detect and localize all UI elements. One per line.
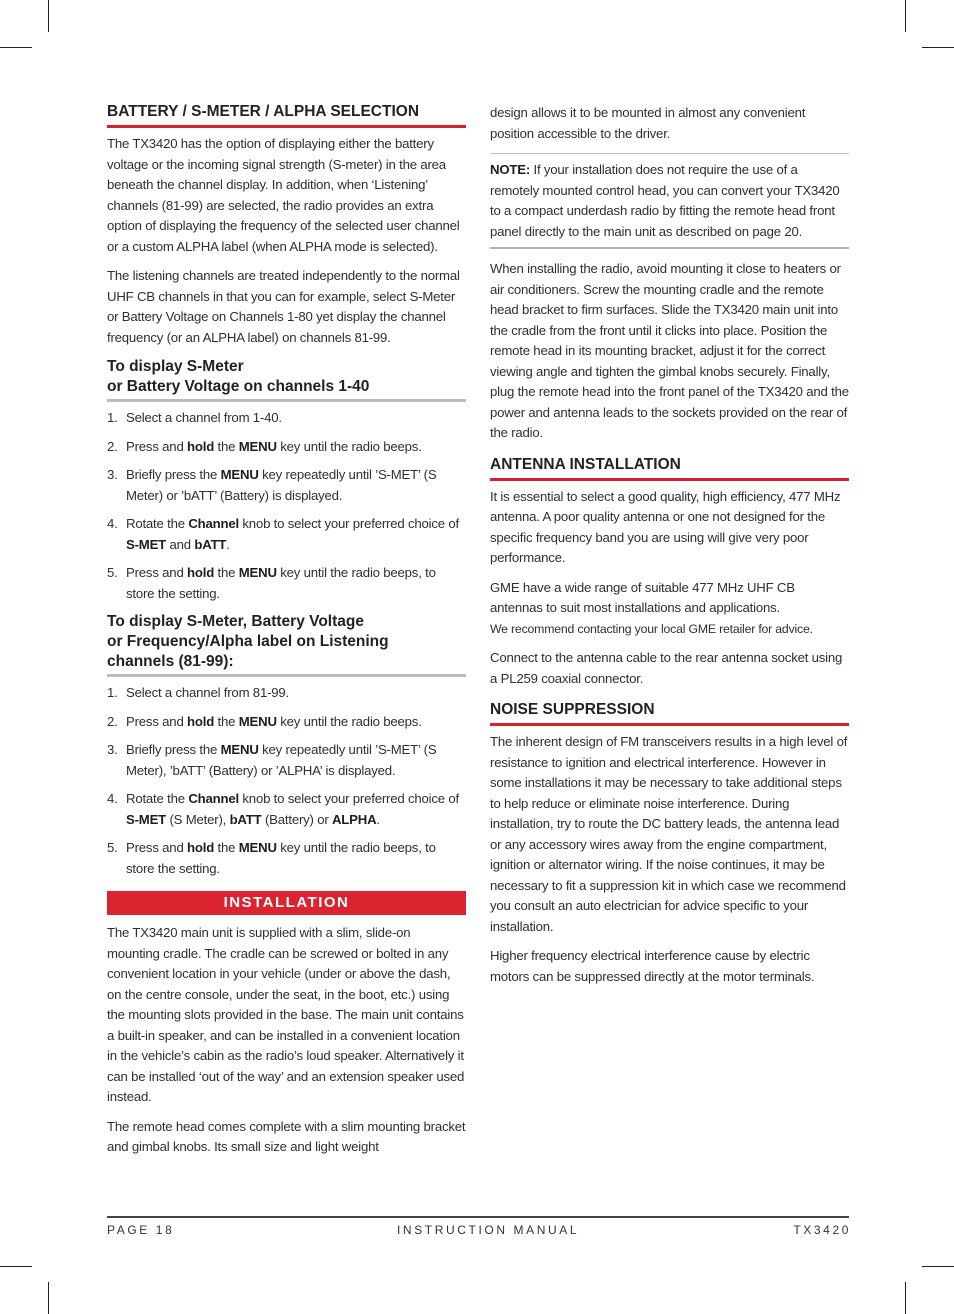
step-bold: S-MET	[126, 811, 167, 827]
step-text: (Battery) or	[261, 811, 332, 827]
step-number: 5.	[107, 565, 118, 580]
smeter-81-99-heading	[107, 612, 466, 677]
step-bold: S-MET	[126, 536, 167, 552]
step-text: key until the radio beeps.	[276, 713, 422, 729]
list-item	[107, 712, 466, 733]
step-number: 4.	[107, 516, 118, 531]
list-item	[107, 465, 466, 506]
heading-line: channels (81-99):	[107, 653, 234, 670]
step-number: 1.	[107, 410, 118, 425]
step-bold: bATT	[194, 536, 227, 552]
step-text: key repeatedly until ’S-MET’ (S Meter), ’bATT’ (Battery) or ’ALPHA’ is displayed.	[126, 742, 437, 778]
crop-mark	[0, 47, 32, 48]
step-bold: bATT	[229, 811, 262, 827]
battery-heading: BATTERY / S-METER / ALPHA SELECTION	[107, 100, 466, 128]
list-item	[107, 683, 466, 704]
noise-paragraph-2: Higher frequency electrical interference cause by electric motors can be suppressed directly at the motor terminals.	[490, 948, 815, 984]
page-footer	[107, 1216, 851, 1237]
step-text: .	[226, 536, 230, 552]
install-procedure-paragraph: When installing the radio, avoid mounting it close to heaters or air conditioners. Screw the mounting cradle and the remote head bracket to firm surfaces. Slide the TX3420 main unit into the cradle from the front until it clicks into place. Position the remote head in its mounting bracket, adjust it for the correct viewing angle and tighten the gimbal knobs securely. Finally, plug the remote head into the front panel of the TX3420 and the power and antenna leads to the sockets provided on the rear of the radio.	[490, 261, 849, 440]
antenna-paragraph-2	[490, 578, 849, 640]
installation-paragraph-2: The remote head comes complete with a slim mounting bracket and gimbal knobs. Its small size and light weight	[107, 1118, 466, 1154]
crop-mark	[0, 1266, 32, 1267]
step-text: key until the radio beeps, to store the setting.	[126, 840, 436, 876]
steps-1-40-list	[107, 408, 466, 604]
step-text: Rotate the	[126, 791, 189, 806]
list-item	[107, 563, 466, 604]
heading-line: or Battery Voltage on channels 1-40	[107, 378, 370, 395]
step-text: (S Meter),	[166, 811, 230, 827]
steps-81-99-list	[107, 683, 466, 879]
step-number: 1.	[107, 685, 118, 700]
list-item	[107, 408, 466, 429]
step-bold: ALPHA	[331, 811, 377, 827]
antenna-text: GME have a wide range of suitable 477 MHz UHF CB antennas to suit most installations and applications.	[490, 579, 795, 615]
installation-continued: design allows it to be mounted in almost any convenient position accessible to the driver.	[490, 105, 806, 141]
step-number: 2.	[107, 713, 118, 729]
step-number: 2.	[107, 438, 118, 454]
battery-paragraph-1: The TX3420 has the option of displaying either the battery voltage or the incoming signal strength (S-meter) in the area beneath the channel display. In addition, when ‘Listening’ channels (81-99) are selected, the radio provides an extra option of displaying the frequency of the selected user channel or a custom ALPHA label (when ALPHA mode is selected).	[107, 136, 460, 254]
step-bold: Channel	[188, 791, 239, 806]
left-column	[107, 100, 466, 1167]
step-bold: Channel	[188, 516, 239, 531]
step-bold: MENU	[238, 713, 277, 729]
step-text: Press and	[126, 565, 188, 580]
heading-line: To display S-Meter	[107, 358, 244, 375]
installation-paragraph-1: The TX3420 main unit is supplied with a slim, slide-on mounting cradle. The cradle can be screwed or bolted in any convenient location in your vehicle (under or above the dash, on the centre console, under the seat, in the boot, etc.) using the mounting slots provided in the base. The main unit contains a built-in speaker, and can be installed in a convenient location in the vehicle’s cabin as the radio’s loud speaker. Alternatively it can be installed ‘out of the way’ and an extension speaker used instead.	[107, 925, 465, 1104]
step-text: Select a channel from 1-40.	[126, 410, 282, 425]
antenna-advice-text: We recommend contacting your local GME retailer for advice.	[490, 621, 813, 636]
step-text: the	[214, 565, 239, 580]
step-bold: hold	[187, 438, 215, 454]
step-text: knob to select your preferred choice of	[238, 516, 459, 531]
model-name: TX3420	[793, 1223, 851, 1237]
step-text: Press and	[126, 713, 188, 729]
page-number: PAGE 18	[107, 1223, 175, 1237]
step-text: the	[214, 438, 239, 454]
step-text: key until the radio beeps, to store the setting.	[126, 565, 436, 601]
list-item	[107, 437, 466, 458]
note-text: If your installation does not require the use of a remotely mounted control head, you can convert your TX3420 to a compact underdash radio by fitting the remote head front panel directly to the main unit as described on page 20.	[490, 162, 840, 239]
note-paragraph	[490, 160, 849, 242]
step-bold: MENU	[220, 467, 259, 482]
step-text: Briefly press the	[126, 742, 221, 757]
step-bold: MENU	[238, 438, 277, 454]
step-bold: hold	[187, 713, 215, 729]
step-number: 5.	[107, 840, 118, 855]
step-text: key repeatedly until ’S-MET’ (S Meter) or ’bATT’ (Battery) is displayed.	[126, 467, 437, 503]
battery-paragraph-2: The listening channels are treated independently to the normal UHF CB channels in that you can for example, select S-Meter or Battery Voltage on Channels 1-80 yet display the channel frequency (or an ALPHA label) on channels 81-99.	[107, 268, 460, 345]
step-text: Select a channel from 81-99.	[126, 685, 290, 700]
step-number: 3.	[107, 467, 118, 482]
note-label: NOTE:	[490, 162, 531, 177]
smeter-1-40-heading	[107, 357, 466, 402]
antenna-paragraph-3: Connect to the antenna cable to the rear antenna socket using a PL259 coaxial connector.	[490, 650, 843, 686]
manual-title: INSTRUCTION MANUAL	[397, 1223, 580, 1237]
antenna-heading: ANTENNA INSTALLATION	[490, 453, 849, 481]
heading-line: To display S-Meter, Battery Voltage	[107, 613, 364, 630]
step-text: Press and	[126, 438, 188, 454]
step-number: 4.	[107, 791, 118, 806]
note-box	[490, 153, 849, 249]
step-number: 3.	[107, 742, 118, 757]
installation-banner: INSTALLATION	[107, 891, 466, 915]
crop-mark	[922, 1266, 954, 1267]
antenna-paragraph-1: It is essential to select a good quality, high efficiency, 477 MHz antenna. A poor quality antenna or one not designed for the specific frequency band you are using will give very poor performance.	[490, 488, 841, 565]
step-text: the	[214, 713, 239, 729]
right-column	[490, 103, 849, 996]
crop-mark	[48, 1282, 49, 1314]
step-text: .	[376, 811, 380, 827]
step-text: Briefly press the	[126, 467, 221, 482]
step-bold: MENU	[220, 742, 259, 757]
list-item	[107, 514, 466, 555]
step-text: key until the radio beeps.	[276, 438, 422, 454]
step-text: Press and	[126, 840, 188, 855]
step-bold: hold	[187, 565, 215, 580]
noise-heading: NOISE SUPPRESSION	[490, 698, 849, 726]
crop-mark	[922, 47, 954, 48]
crop-mark	[905, 1282, 906, 1314]
list-item	[107, 740, 466, 781]
step-bold: hold	[187, 840, 215, 855]
step-bold: MENU	[238, 565, 277, 580]
crop-mark	[905, 0, 906, 32]
step-text: and	[166, 536, 195, 552]
noise-paragraph-1: The inherent design of FM transceivers results in a high level of resistance to ignition and electrical interference. However in some installations it may be necessary to take additional steps to help reduce or eliminate noise interference. During installation, try to route the DC battery leads, the antenna lead or any accessory wires away from the engine compartment, ignition or alternator wiring. If the noise continues, it may be necessary to fit a suppression kit in which case we recommend you consult an auto electrician for advice specific to your installation.	[490, 734, 848, 934]
step-text: the	[214, 840, 239, 855]
step-bold: MENU	[238, 840, 277, 855]
step-text: Rotate the	[126, 516, 189, 531]
heading-line: or Frequency/Alpha label on Listening	[107, 633, 389, 650]
list-item	[107, 838, 466, 879]
step-text: knob to select your preferred choice of	[238, 791, 459, 806]
crop-mark	[48, 0, 49, 32]
list-item	[107, 789, 466, 830]
